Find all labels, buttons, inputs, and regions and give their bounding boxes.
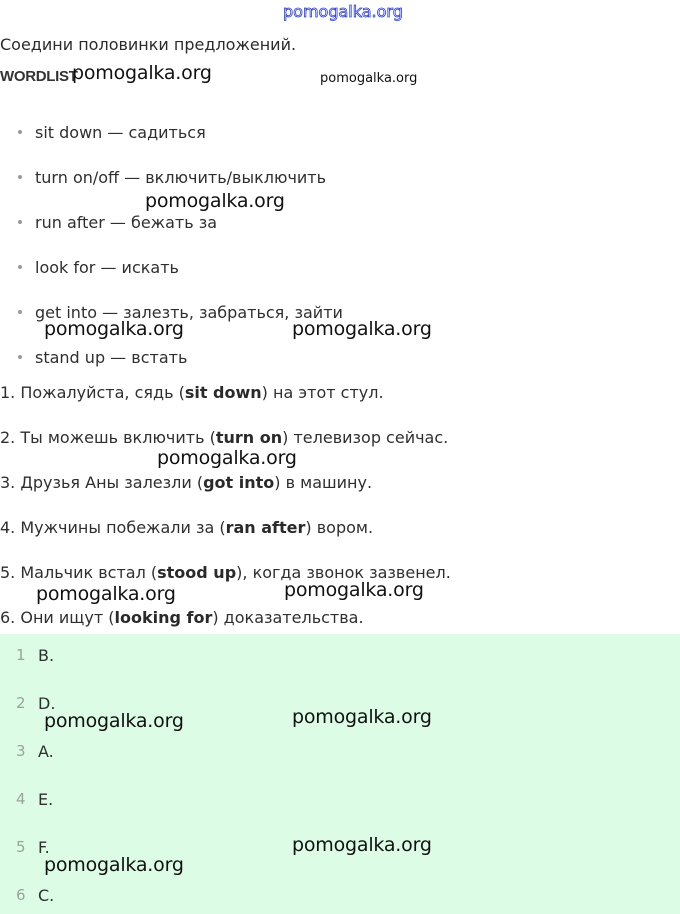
wordlist-item-text: sit down — садиться xyxy=(35,123,206,142)
answer-value: A. xyxy=(38,742,54,761)
watermark: pomogalka.org xyxy=(284,579,424,601)
wordlist-item-text: get into — залезть, забраться, зайти xyxy=(35,303,343,322)
sentence: 5. Мальчик встал (stood up), когда звонок зазвенел. xyxy=(0,563,451,582)
wordlist-item xyxy=(18,168,326,187)
bullet-icon xyxy=(18,130,22,134)
wordlist-item xyxy=(18,123,206,142)
bullet-icon xyxy=(18,310,22,314)
watermark: pomogalka.org xyxy=(36,583,176,605)
wordlist-item xyxy=(18,213,217,232)
answer-number: 3 xyxy=(16,742,26,760)
sentence: 1. Пожалуйста, сядь (sit down) на этот стул. xyxy=(0,383,384,402)
bullet-icon xyxy=(18,175,22,179)
watermark: pomogalka.org xyxy=(72,62,212,84)
sentence: 2. Ты можешь включить (turn on) телевизор сейчас. xyxy=(0,428,449,447)
answer-value: D. xyxy=(38,694,56,713)
answer-number: 4 xyxy=(16,790,26,808)
answer-number: 1 xyxy=(16,646,26,664)
answer-value: B. xyxy=(38,646,55,665)
sentence-phrase: stood up xyxy=(157,563,237,582)
answer-value: F. xyxy=(38,838,50,857)
task-instruction: Соедини половинки предложений. xyxy=(0,35,297,54)
answer-number: 5 xyxy=(16,838,26,856)
bullet-icon xyxy=(18,220,22,224)
answer-value: C. xyxy=(38,886,55,905)
watermark: pomogalka.org xyxy=(44,318,184,340)
watermark: pomogalka.org xyxy=(292,834,432,856)
watermark: pomogalka.org xyxy=(320,71,418,86)
wordlist-heading: WORDLIST xyxy=(0,68,78,85)
sentence-phrase: sit down xyxy=(184,383,262,402)
answer-number: 6 xyxy=(16,886,26,904)
wordlist-item xyxy=(18,348,187,367)
bullet-icon xyxy=(18,355,22,359)
watermark: pomogalka.org xyxy=(44,710,184,732)
sentence-phrase: ran after xyxy=(225,518,306,537)
wordlist-item-text: stand up — встать xyxy=(35,348,188,367)
wordlist-item-text: run after — бежать за xyxy=(35,213,218,232)
bullet-icon xyxy=(18,265,22,269)
header-watermark: pomogalka.org xyxy=(283,2,403,21)
sentence-phrase: turn on xyxy=(215,428,283,447)
watermark: pomogalka.org xyxy=(292,706,432,728)
sentence-phrase: got into xyxy=(203,473,275,492)
answer-number: 2 xyxy=(16,694,26,712)
sentence: 3. Друзья Аны залезли (got into) в машину. xyxy=(0,473,373,492)
watermark: pomogalka.org xyxy=(157,447,297,469)
wordlist-item-text: look for — искать xyxy=(35,258,179,277)
wordlist-item xyxy=(18,258,179,277)
sentence: 6. Они ищут (looking for) доказательства. xyxy=(0,608,364,627)
watermark: pomogalka.org xyxy=(145,190,285,212)
watermark: pomogalka.org xyxy=(292,318,432,340)
wordlist-item-text: turn on/off — включить/выключить xyxy=(35,168,327,187)
watermark: pomogalka.org xyxy=(44,854,184,876)
answer-value: E. xyxy=(38,790,54,809)
sentence: 4. Мужчины побежали за (ran after) вором. xyxy=(0,518,374,537)
sentence-phrase: looking for xyxy=(114,608,213,627)
